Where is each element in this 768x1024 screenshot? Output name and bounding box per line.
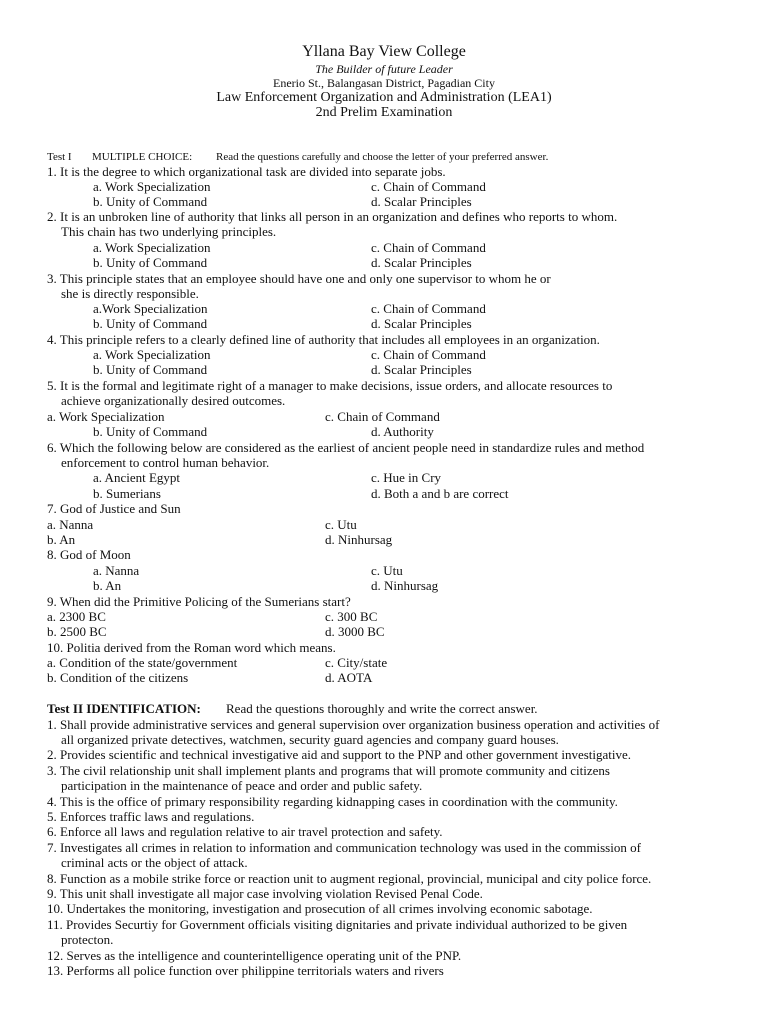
choice: d. Authority: [371, 424, 434, 439]
school-address: Enerio St., Balangasan District, Pagadian City: [273, 76, 495, 90]
choice: d. Scalar Principles: [371, 194, 472, 209]
identification-item: 5. Enforces traffic laws and regulations.: [47, 809, 255, 824]
choice: b. An: [93, 578, 122, 593]
choice: a. Work Specialization: [93, 347, 211, 362]
question-text: 8. God of Moon: [47, 547, 131, 562]
choice: d. AOTA: [325, 670, 373, 685]
choice: d. Scalar Principles: [371, 316, 472, 331]
choice: c. City/state: [325, 655, 388, 670]
choice: a. Work Specialization: [93, 240, 211, 255]
choice: c. Chain of Command: [371, 347, 486, 362]
choice: d. Ninhursag: [371, 578, 439, 593]
identification-item: 4. This is the office of primary responsibility regarding kidnapping cases in coordination with the community.: [47, 794, 618, 809]
test1-label: Test I: [47, 151, 72, 163]
choice: a. 2300 BC: [47, 609, 106, 624]
choice: b. Condition of the citizens: [47, 670, 189, 685]
question-text: 5. It is the formal and legitimate right of a manager to make decisions, issue orders, and allocate resources to: [47, 378, 613, 393]
choice: d. Scalar Principles: [371, 255, 472, 270]
choice: d. Ninhursag: [325, 532, 393, 547]
test2-instruction: Read the questions thoroughly and write the correct answer.: [226, 701, 538, 716]
choice: d. Both a and b are correct: [371, 486, 509, 501]
identification-item: 3. The civil relationship unit shall implement plants and programs that will promote community and citizens: [47, 763, 610, 778]
choice: a. Condition of the state/government: [47, 655, 238, 670]
choice: b. Sumerians: [93, 486, 161, 501]
question-text: 1. It is the degree to which organizational task are divided into separate jobs.: [47, 164, 446, 179]
choice: c. Hue in Cry: [371, 470, 442, 485]
question-text: enforcement to control human behavior.: [61, 455, 270, 470]
choice: d. Scalar Principles: [371, 362, 472, 377]
choice: b. Unity of Command: [93, 424, 208, 439]
question-text: achieve organizationally desired outcomes.: [61, 393, 286, 408]
choice: c. 300 BC: [325, 609, 378, 624]
choice: a. Work Specialization: [93, 179, 211, 194]
test1-title: MULTIPLE CHOICE:: [92, 151, 193, 163]
choice: c. Chain of Command: [371, 179, 486, 194]
choice: a. Nanna: [47, 517, 94, 532]
test1-instruction: Read the questions carefully and choose the letter of your preferred answer.: [216, 151, 549, 163]
question-text: This chain has two underlying principles.: [61, 224, 277, 239]
choice: a. Ancient Egypt: [93, 470, 181, 485]
identification-item: 9. This unit shall investigate all major case involving violation Revised Penal Code.: [47, 886, 483, 901]
choice: b. 2500 BC: [47, 624, 107, 639]
choice: b. Unity of Command: [93, 362, 208, 377]
school-motto: The Builder of future Leader: [315, 62, 453, 76]
identification-item: 1. Shall provide administrative services and general supervision over organization business operation and activities of: [47, 717, 660, 732]
identification-item: 8. Function as a mobile strike force or reaction unit to augment regional, provincial, municipal and city police force.: [47, 871, 652, 886]
choice: c. Utu: [325, 517, 357, 532]
choice: c. Utu: [371, 563, 403, 578]
choice: c. Chain of Command: [371, 301, 486, 316]
identification-item: criminal acts or the object of attack.: [61, 855, 248, 870]
identification-item: 11. Provides Securtiy for Government officials visiting dignitaries and private individual authorized to be given: [47, 917, 628, 932]
choice: b. Unity of Command: [93, 255, 208, 270]
choice: a. Nanna: [93, 563, 140, 578]
question-text: she is directly responsible.: [61, 286, 199, 301]
identification-item: 7. Investigates all crimes in relation to information and communication technology was used in the commission of: [47, 840, 641, 855]
identification-item: 12. Serves as the intelligence and counterintelligence operating unit of the PNP.: [47, 948, 462, 963]
choice: b. Unity of Command: [93, 316, 208, 331]
identification-item: 6. Enforce all laws and regulation relative to air travel protection and safety.: [47, 824, 443, 839]
question-text: 4. This principle refers to a clearly defined line of authority that includes all employees in an organization.: [47, 332, 600, 347]
subject-title: Law Enforcement Organization and Administration (LEA1): [216, 90, 552, 105]
test2-title: Test II IDENTIFICATION:: [47, 701, 201, 716]
identification-item: all organized private detectives, watchmen, security guard agencies and company guard houses.: [61, 732, 559, 747]
choice: c. Chain of Command: [325, 409, 440, 424]
choice: c. Chain of Command: [371, 240, 486, 255]
identification-item: 13. Performs all police function over philippine territorials waters and rivers: [47, 963, 444, 978]
choice: b. An: [47, 532, 76, 547]
identification-item: 2. Provides scientific and technical investigative aid and support to the PNP and other government investigative.: [47, 747, 632, 762]
identification-item: protecton.: [61, 932, 114, 947]
choice: a.Work Specialization: [93, 301, 208, 316]
question-text: 3. This principle states that an employee should have one and only one supervisor to whom he or: [47, 271, 551, 286]
question-text: 6. Which the following below are considered as the earliest of ancient people need in standardize rules and method: [47, 440, 645, 455]
question-text: 7. God of Justice and Sun: [47, 501, 181, 516]
identification-item: 10. Undertakes the monitoring, investigation and prosecution of all crimes involving economic sabotage.: [47, 901, 593, 916]
choice: a. Work Specialization: [47, 409, 165, 424]
exam-title: 2nd Prelim Examination: [315, 105, 453, 120]
question-text: 10. Politia derived from the Roman word which means.: [47, 640, 336, 655]
choice: d. 3000 BC: [325, 624, 385, 639]
question-text: 9. When did the Primitive Policing of the Sumerians start?: [47, 594, 351, 609]
question-text: 2. It is an unbroken line of authority that links all person in an organization and defines who reports to whom.: [47, 209, 618, 224]
identification-item: participation in the maintenance of peace and order and public safety.: [61, 778, 423, 793]
choice: b. Unity of Command: [93, 194, 208, 209]
school-name: Yllana Bay View College: [302, 43, 466, 60]
